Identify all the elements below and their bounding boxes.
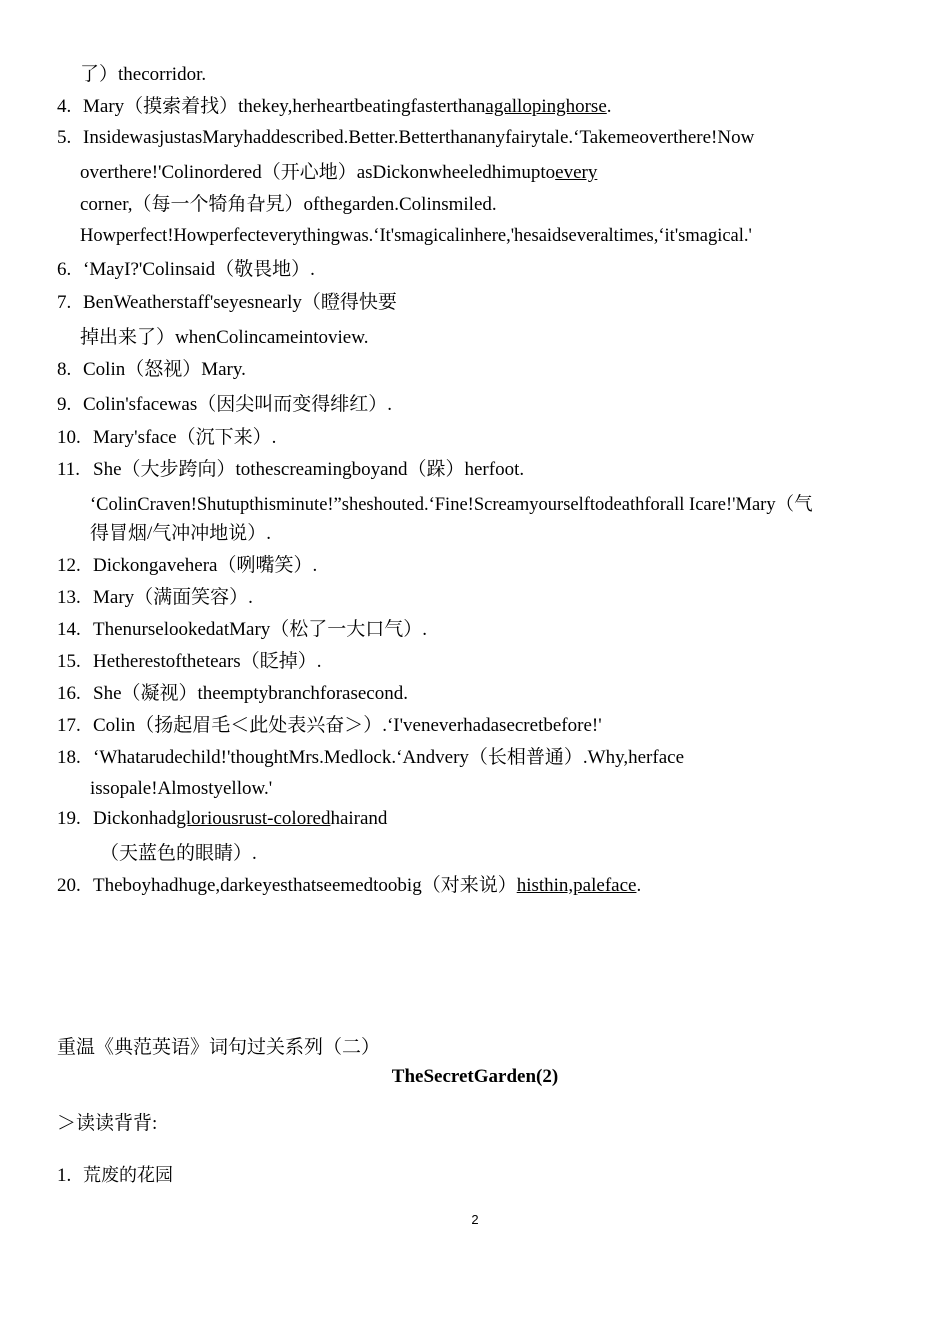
list-item-13: 13. Mary（满面笑容）. xyxy=(57,587,253,608)
section-heading: ＞读读背背: xyxy=(57,1113,158,1134)
list-item-9: 9. Colin'sfacewas（因尖叫而变得绯红）. xyxy=(57,394,392,415)
line-continuation: 了）thecorridor. xyxy=(80,64,207,85)
series-heading: 重温《典范英语》词句过关系列（二） xyxy=(57,1037,381,1058)
list-item-18: 18. ‘Whatarudechild!'thoughtMrs.Medlock.‘Andvery（长相普通）.Why,herface xyxy=(57,747,685,768)
list-item-14: 14. ThenurselookedatMary（松了一大口气）. xyxy=(57,619,428,640)
list-item-19-line-2: （天蓝色的眼睛）. xyxy=(100,843,257,864)
list-item-20: 20. Theboyhadhuge,darkeyesthatseemedtoobig（对来说）histhin,paleface. xyxy=(57,875,642,896)
list-item-19: 19. Dickonhadgloriousrust-coloredhairand xyxy=(57,808,388,829)
list-item-18-line-2: issopale!Almostyellow.' xyxy=(90,778,273,799)
list-item-5: 5. InsidewasjustasMaryhaddescribed.Better.Betterthananyfairytale.‘Takemeoverthere!Now xyxy=(57,127,755,148)
document-title: TheSecretGarden(2) xyxy=(391,1066,559,1087)
list-item-6: 6. ‘MayI?'Colinsaid（敬畏地）. xyxy=(57,259,315,280)
list-item-7: 7. BenWeatherstaff'seyesnearly（瞪得快要 xyxy=(57,292,397,313)
list-item-5-line-3: corner,（每一个犄角旮旯）ofthegarden.Colinsmiled. xyxy=(80,194,497,215)
list-item-8: 8. Colin（怒视）Mary. xyxy=(57,359,246,380)
list-item-1: 1. 荒废的花园 xyxy=(57,1165,173,1186)
list-item-11: 11. She（大步跨向）tothescreamingboyand（跺）herfoot. xyxy=(57,459,525,480)
list-item-5-line-2: overthere!'Colinordered（开心地）asDickonwheeledhimuptoevery xyxy=(80,162,598,183)
list-item-17: 17. Colin（扬起眉毛＜此处表兴奋＞）.‘I'veneverhadasecretbefore!' xyxy=(57,715,602,736)
list-item-5-line-4: Howperfect!Howperfecteverythingwas.‘It'smagicalinhere,'hesaidseveraltimes,‘it'smagical.' xyxy=(80,226,752,246)
list-item-7-line-2: 掉出来了）whenColincameintoview. xyxy=(80,327,369,348)
list-item-12: 12. Dickongavehera（咧嘴笑）. xyxy=(57,555,318,576)
list-item-15: 15. Hetherestofthetears（眨掉）. xyxy=(57,651,322,672)
page-number: 2 xyxy=(471,1212,479,1227)
list-item-11-line-2: ‘ColinCraven!Shutupthisminute!”sheshouted.‘Fine!Screamyourselftodeathforall Icare!'Mary（气 xyxy=(90,495,813,515)
list-item-11-line-3: 得冒烟/气冲冲地说）. xyxy=(90,523,272,544)
list-item-16: 16. She（凝视）theemptybranchforasecond. xyxy=(57,683,408,704)
list-item-10: 10. Mary'sface（沉下来）. xyxy=(57,427,277,448)
list-item-4: 4. Mary（摸索着找）thekey,herheartbeatingfasterthanagallopinghorse. xyxy=(57,96,612,117)
